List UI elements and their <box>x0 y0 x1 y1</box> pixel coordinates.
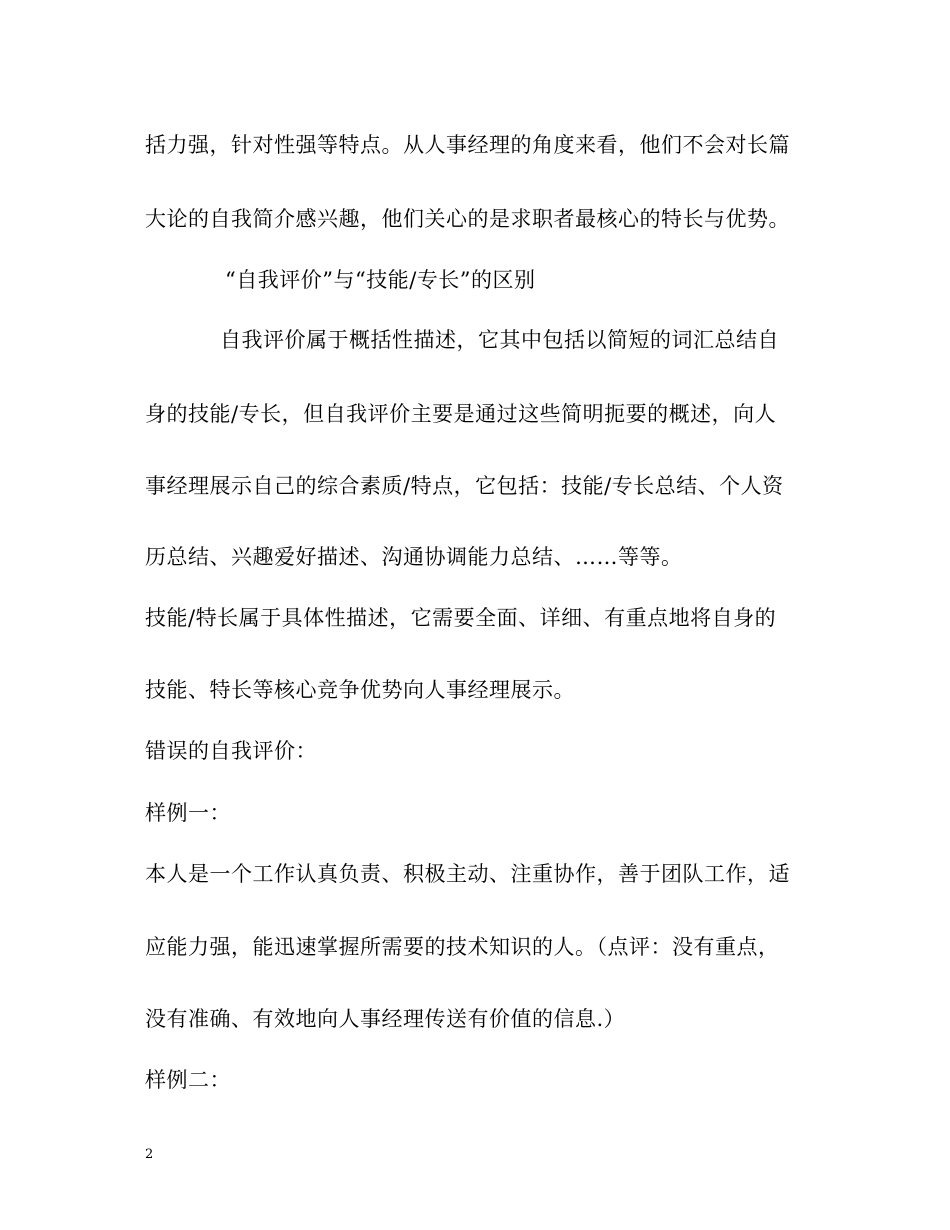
body-text-line: 事经理展示自己的综合素质/特点，它包括：技能/专长总结、个人资 <box>145 474 784 498</box>
body-text-line: 大论的自我简介感兴趣，他们关心的是求职者最核心的特长与优势。 <box>145 207 790 231</box>
body-text-line: 身的技能/专长，但自我评价主要是通过这些简明扼要的概述，向人 <box>145 402 777 426</box>
subheading: 错误的自我评价： <box>145 739 317 763</box>
body-text-line: 技能、特长等核心竞争优势向人事经理展示。 <box>145 678 575 702</box>
body-text-line: 括力强，针对性强等特点。从人事经理的角度来看，他们不会对长篇 <box>145 133 790 157</box>
body-text-line: 没有准确、有效地向人事经理传送有价值的信息.） <box>145 1007 626 1031</box>
section-heading: “自我评价”与“技能/专长”的区别 <box>225 268 536 292</box>
body-text-line: 自我评价属于概括性描述，它其中包括以简短的词汇总结自 <box>220 328 779 352</box>
body-text-line: 技能/特长属于具体性描述，它需要全面、详细、有重点地将自身的 <box>145 606 777 630</box>
body-text-line: 应能力强，能迅速掌握所需要的技术知识的人。（点评：没有重点， <box>145 935 780 959</box>
page-number: 2 <box>145 1147 154 1162</box>
body-text-line: 历总结、兴趣爱好描述、沟通协调能力总结、……等等。 <box>145 545 683 569</box>
example-label: 样例二： <box>145 1068 231 1092</box>
body-text-line: 本人是一个工作认真负责、积极主动、注重协作，善于团队工作，适 <box>145 862 790 886</box>
example-label: 样例一： <box>145 801 231 825</box>
